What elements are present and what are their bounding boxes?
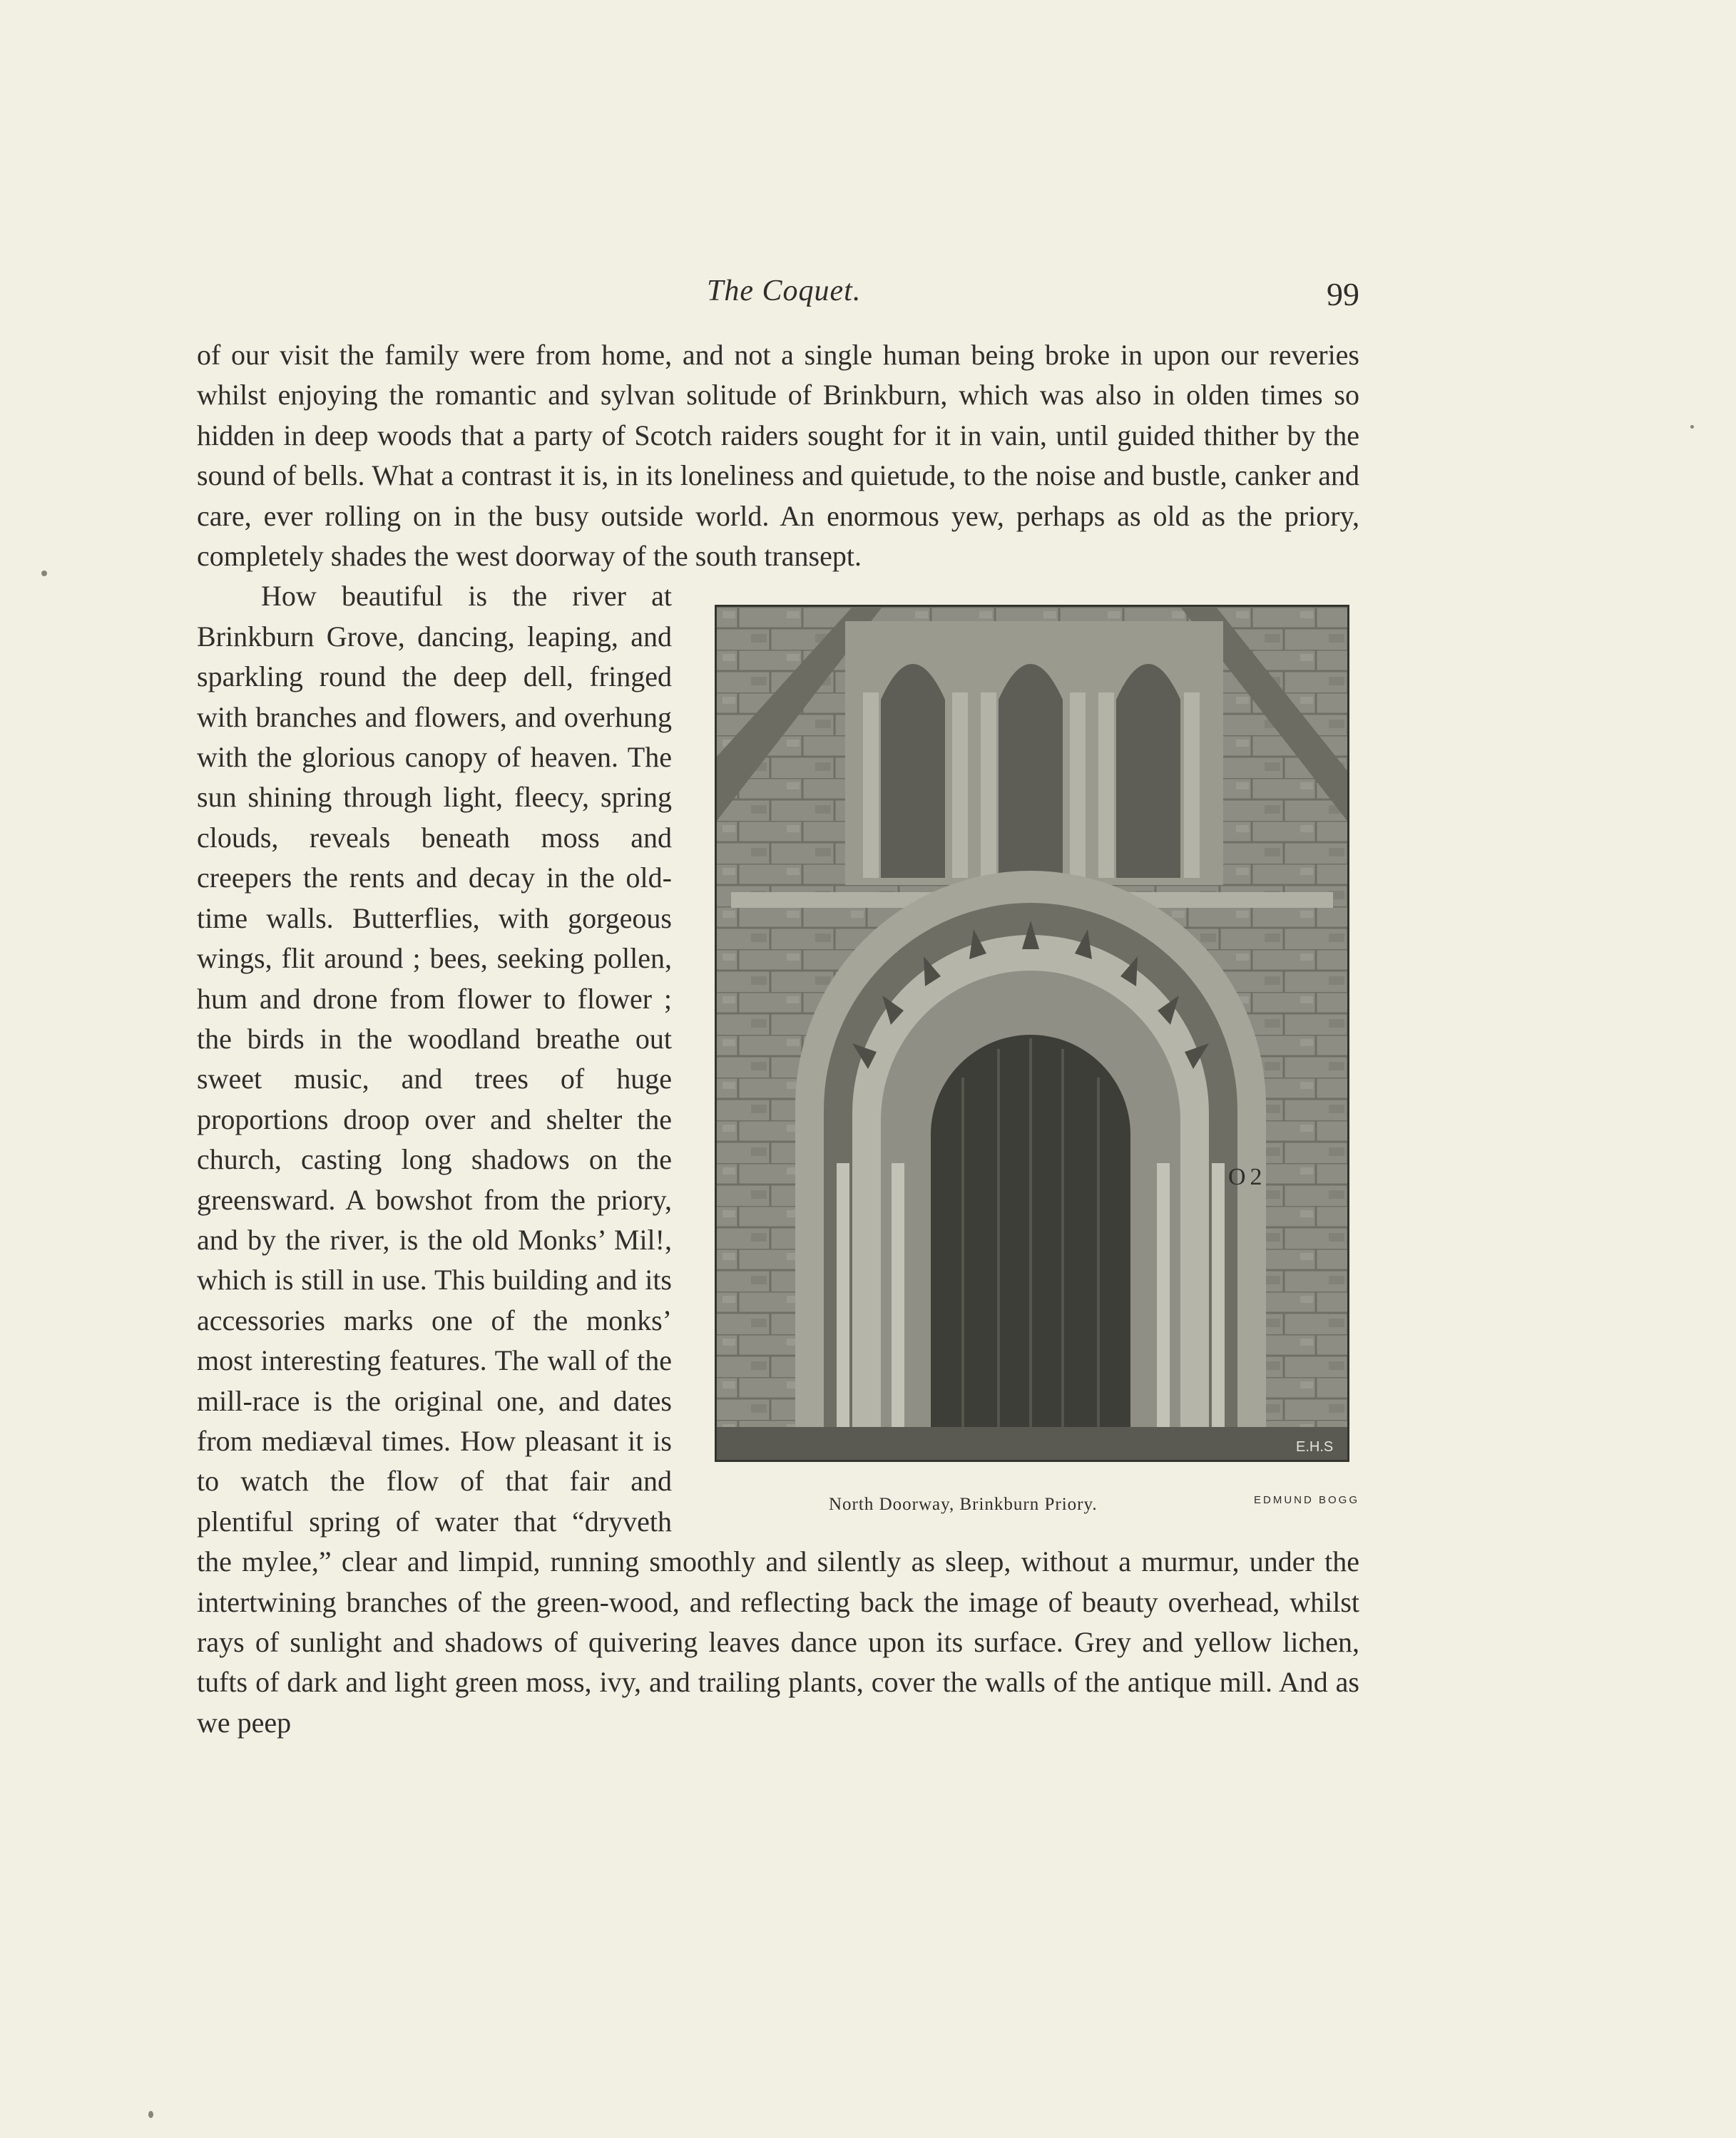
paper-speck bbox=[41, 571, 47, 576]
photo-monogram: E.H.S bbox=[1296, 1439, 1334, 1456]
figure-plate bbox=[715, 605, 1359, 1523]
figure-credit: EDMUND BOGG bbox=[1253, 1494, 1359, 1507]
body-text bbox=[197, 335, 1359, 1743]
paper-speck bbox=[1690, 425, 1694, 429]
paper-speck bbox=[148, 2111, 153, 2118]
running-title: The Coquet. bbox=[707, 275, 862, 307]
figure-caption-row bbox=[715, 1480, 1359, 1523]
doorway-photograph bbox=[715, 605, 1349, 1462]
paragraph-2: How beautiful is the river at Brinkburn Grove, dancing, leaping, and sparkling round the deep dell, fringed with branches and flowers, and overhung with the glorious canopy of heaven. The sun shining through light, fleecy, spring clouds, reveals beneath moss and creepers the rents and decay in the old-time walls. Butterflies, with gorgeous wings, flit around ; bees, seeking pollen, hum and drone from flower to flower ; the birds in the woodland breathe out sweet music, and trees of huge proportions droop over and shelter the church, casting long shadows on the greensward. A bowshot from the priory, and by the river, is the old Monks’ Mil!, which is still in use. This building and its accessories marks one of the monks’ most interesting features. The wall of the mill-race is the original one, and dates from mediæval times. How pleasant it is to watch the flow of that fair and plentiful spring of water that “dryveth the mylee,” clear and limpid, running smoothly and silently as sleep, without a murmur, under the intertwining branches of the green-wood, and reflecting back the image of beauty overhead, whilst rays of sunlight and shadows of quivering leaves dance upon its surface. Grey and yellow lichen, tufts of dark and light green moss, ivy, and trailing plants, cover the walls of the antique mill. And as we peep bbox=[197, 580, 1359, 1739]
doorway-illustration bbox=[717, 607, 1347, 1460]
figure-caption: North Doorway, Brinkburn Priory. bbox=[829, 1495, 1098, 1515]
running-head bbox=[197, 274, 1359, 317]
paragraph-1: of our visit the family were from home, and not a single human being broke in upon our reveries whilst enjoying the romantic and sylvan solitude of Brinkburn, which was also in olden times so hidden in deep woods that a party of Scotch raiders sought for it in vain, until guided thither by the sound of bells. What a contrast it is, in its loneliness and quietude, to the noise and bustle, canker and care, ever rolling on in the busy outside world. An enormous yew, perhaps as old as the priory, completely shades the west doorway of the south transept. bbox=[197, 339, 1359, 573]
signature-mark: O2 bbox=[1228, 1164, 1267, 1190]
page-number: 99 bbox=[1327, 276, 1359, 312]
